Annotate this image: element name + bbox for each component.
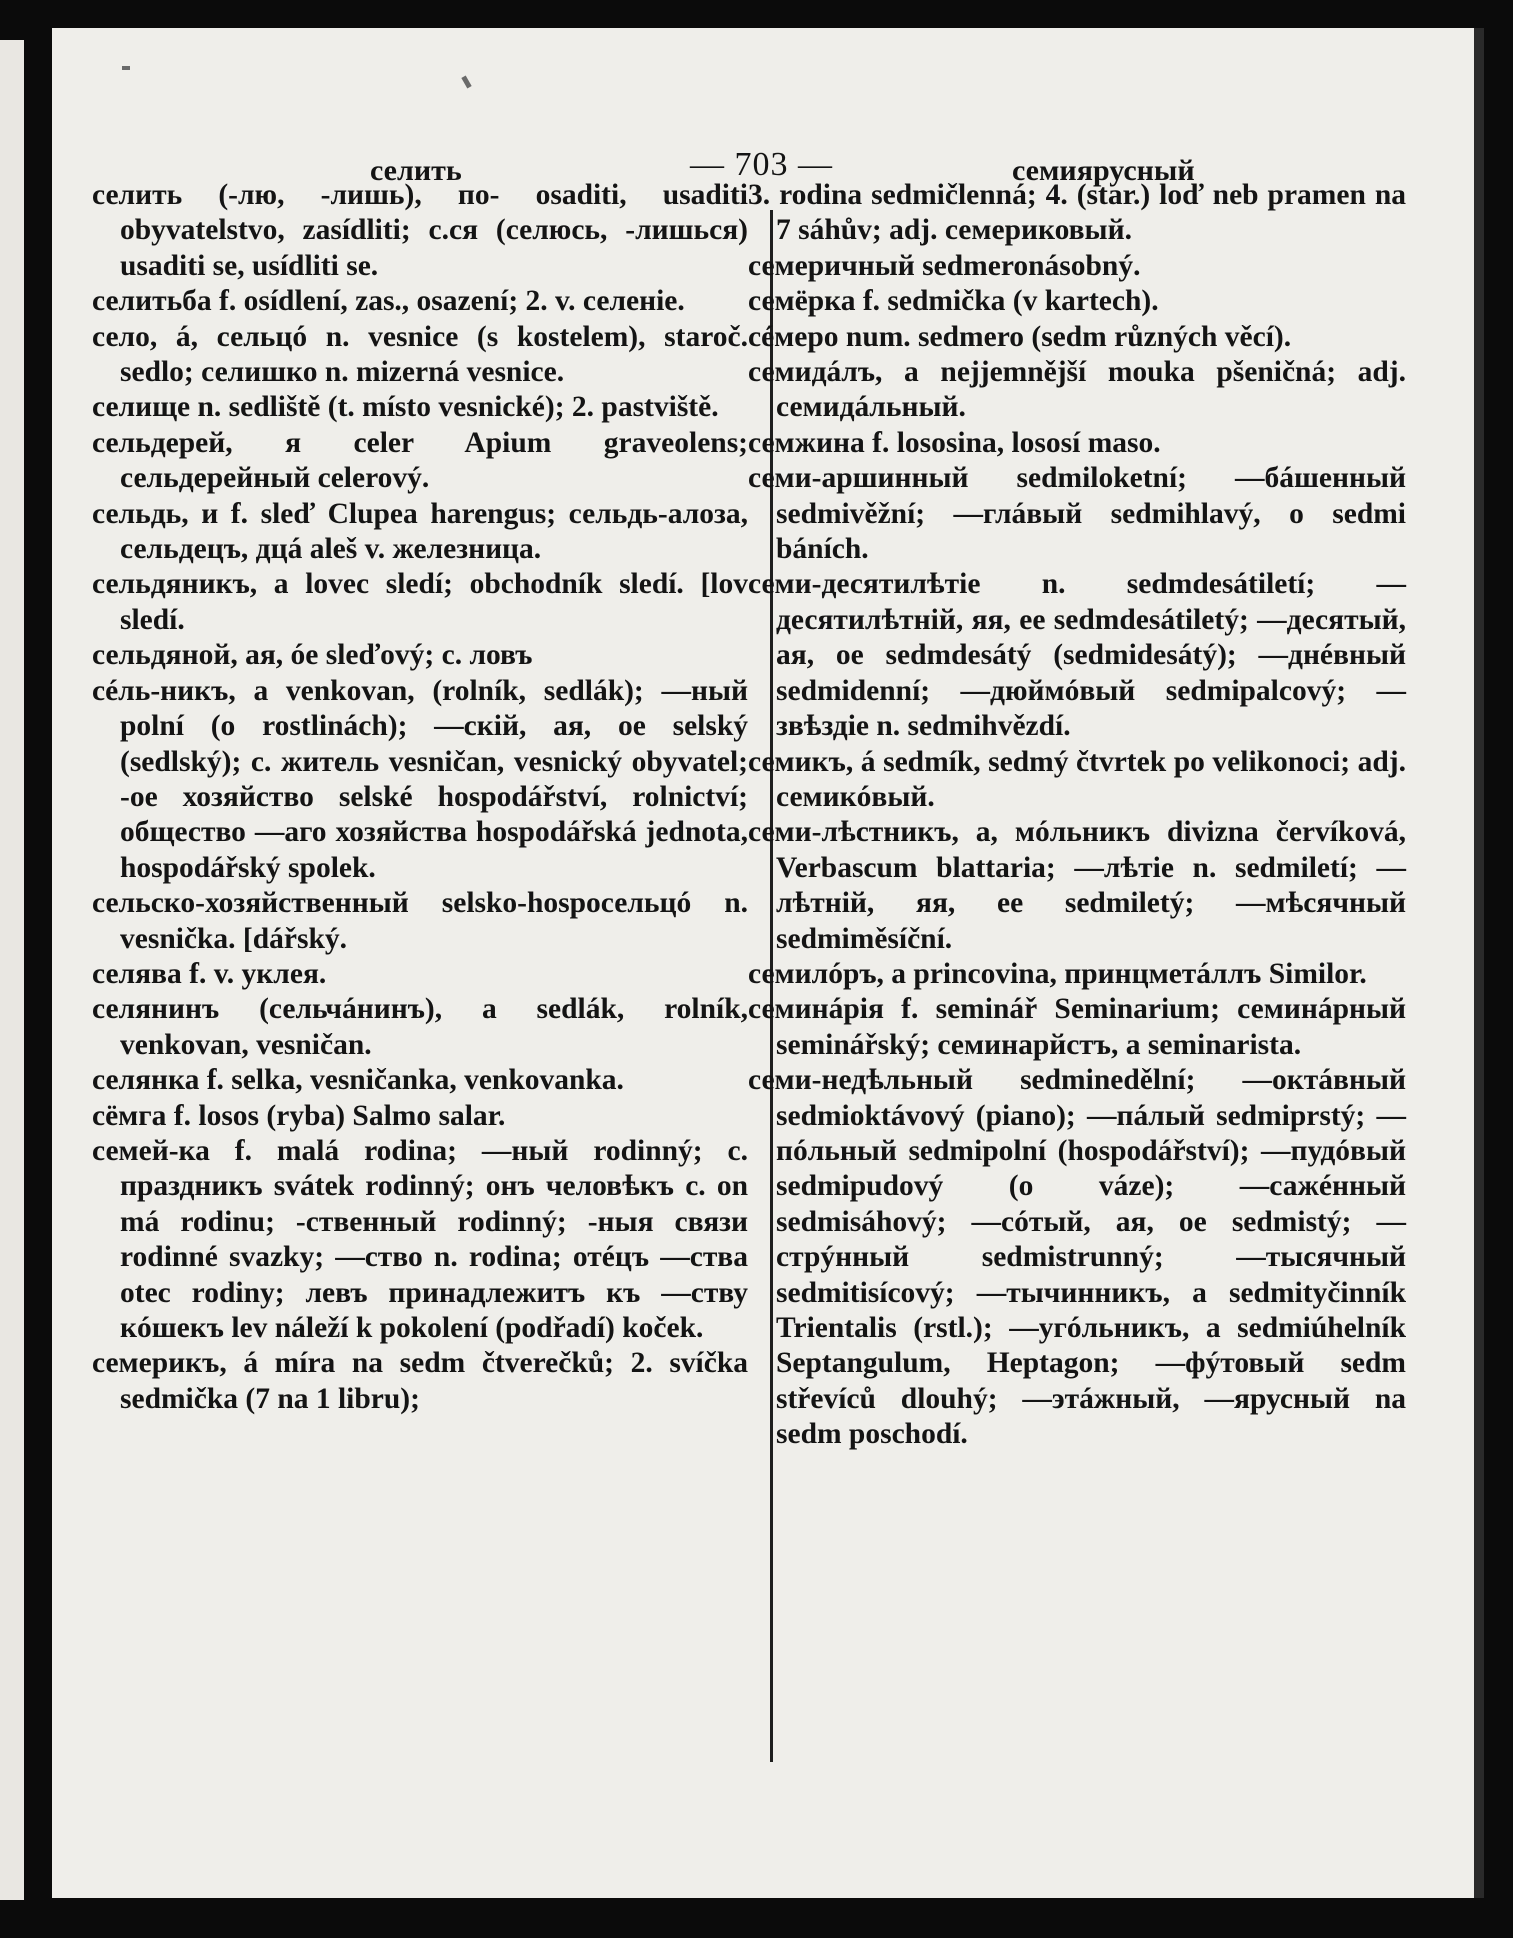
- page-right-edge: [1474, 28, 1484, 1898]
- dictionary-entry: семей-ка f. malá rodina; —ный rodinný; c. праздникъ svátek rodinný; онъ человѣкъ c. on má rodinu; -ственный rodinný; -ныя связи rodinné svazky; —ство n. rodina; отéцъ —ства otec rodiny; левъ принадлежитъ къ —ству кóшекъ lev náleží k pokolení (podřadí) koček.: [92, 1134, 748, 1344]
- right-guideword: семиярусный: [1012, 154, 1195, 187]
- dictionary-entry: сёмга f. losos (ryba) Salmo salar.: [92, 1099, 506, 1132]
- dictionary-entry: семерикъ, á míra na sedm čtverečků; 2. svíčka sedmička (7 na 1 libru);: [92, 1347, 748, 1415]
- dictionary-entry: сéль-никъ, a venkovan, (rolník, sedlák); —ный polní (o rostlinách); —скій, ая, ое selský (sedlský); c. житель vesničan, vesnický obyvatel; -ое хозяйство selské hospodářství, rolnictví; общество —аго хозяйства hospodářská jednota, hospodářský spolek.: [92, 674, 748, 884]
- running-header: [52, 126, 1474, 187]
- right-column: [748, 178, 1406, 1453]
- dictionary-entry: семинáрія f. seminář Seminarium; семинáрный seminářský; семинарйстъ, a seminarista.: [748, 993, 1406, 1061]
- dictionary-entry: селява f. v. уклея.: [92, 957, 327, 990]
- dictionary-entry: семжина f. lososina, lososí maso.: [748, 426, 1161, 459]
- dictionary-entry: селище n. sedliště (t. místo vesnické); 2. pastviště.: [92, 391, 719, 424]
- dictionary-entry: сельско-хозяйственный selsko-hospoсельцó n. vesnička. [dářský.: [92, 887, 748, 955]
- dictionary-entry: селитьба f. osídlení, zas., osazení; 2. v. селеніе.: [92, 285, 685, 318]
- dictionary-entry: сельдяникъ, a lovec sledí; obchodník sledí. [lov sledí.: [92, 568, 748, 636]
- dictionary-entry: семи-лѣстникъ, a, мóльникъ divizna červíková, Verbascum blattaria; —лѣтіе n. sedmiletí; —лѣтній, яя, ее sedmiletý; —мѣсячный sedmiměsíční.: [748, 816, 1406, 955]
- paper-speck: [461, 76, 471, 89]
- dictionary-entry: сельдяной, ая, óе sleďový; c. ловъ: [92, 639, 533, 672]
- dictionary-entry: семёрка f. sedmička (v kartech).: [748, 285, 1159, 318]
- dictionary-entry: село, á, сельцó n. vesnice (s kostelem), staroč. sedlo; селишко n. mizerná vesnice.: [92, 320, 748, 389]
- dictionary-entry: селянинъ (сельчáнинъ), a sedlák, rolník, venkovan, vesničan.: [92, 993, 748, 1061]
- dictionary-entry: семи-десятилѣтіе n. sedmdesátiletí; —десятилѣтній, яя, ее sedmdesátiletý; —десятый, ая, ое sedmdesátý (sedmidesátý); —днéвный sedmidenní; —дюймóвый sedmipalcový; —звѣздіе n. sedmihvězdí.: [748, 568, 1406, 743]
- dictionary-entry: селянка f. selka, vesničanka, venkovanka.: [92, 1064, 624, 1097]
- dictionary-entry: сельдь, и f. sleď Clupea harengus; сельдь-алоза, сельдецъ, дцá aleš v. железница.: [92, 497, 748, 566]
- page-number: — 703 —: [690, 146, 833, 183]
- dictionary-entry: селить (-лю, -лишь), по- osaditi, usaditi obyvatelstvo, zasídliti; c.ся (селюсь, -лишься) usaditi se, usídliti se.: [92, 179, 748, 282]
- dictionary-entry: сéмеро num. sedmero (sedm různých věcí).: [748, 320, 1292, 353]
- paper-speck: [122, 66, 130, 70]
- dictionary-entry: семеричный sedmeronásobný.: [748, 249, 1141, 282]
- dictionary-entry: семидáлъ, a nejjemnější mouka pšeničná; adj. семидáльный.: [748, 356, 1406, 424]
- adjacent-page-edge: [0, 40, 24, 1900]
- left-guideword: селить: [370, 154, 462, 187]
- dictionary-entry: семилóръ, a princovina, принцметáллъ Similor.: [748, 957, 1367, 990]
- dictionary-entry: 3. rodina sedmičlenná; 4. (star.) loď neb pramen na 7 sáhův; adj. семериковый.: [748, 179, 1406, 247]
- dictionary-entry: семи-аршинный sedmiloketní; —бáшенный sedmivěžní; —глáвый sedmihlavý, o sedmi báních.: [748, 462, 1406, 566]
- left-column: [92, 178, 748, 1417]
- dictionary-entry: сельдерей, я celer Apium graveolens; сельдерейный celerový.: [92, 426, 748, 495]
- dictionary-entry: семикъ, á sedmík, sedmý čtvrtek po velikonoci; adj. семикóвый.: [748, 745, 1406, 813]
- dictionary-entry: семи-недѣльный sedminedělní; —октáвный sedmioktávový (piano); —пáлый sedmiprstý; —пóльный sedmipolní (hospodářství); —пудóвый sedmipudový (o váze); —сажéнный sedmisáhový; —сóтый, ая, ое sedmistý; —стрýнный sedmistrunný; —тысячный sedmitisícový; —тычинникъ, a sedmityčinník Trientalis (rstl.); —угóльникъ, a sedmiúhelník Septangulum, Heptagon; —фýтовый sedm střevíců dlouhý; —этáжный, —ярусный na sedm poschodí.: [748, 1064, 1406, 1451]
